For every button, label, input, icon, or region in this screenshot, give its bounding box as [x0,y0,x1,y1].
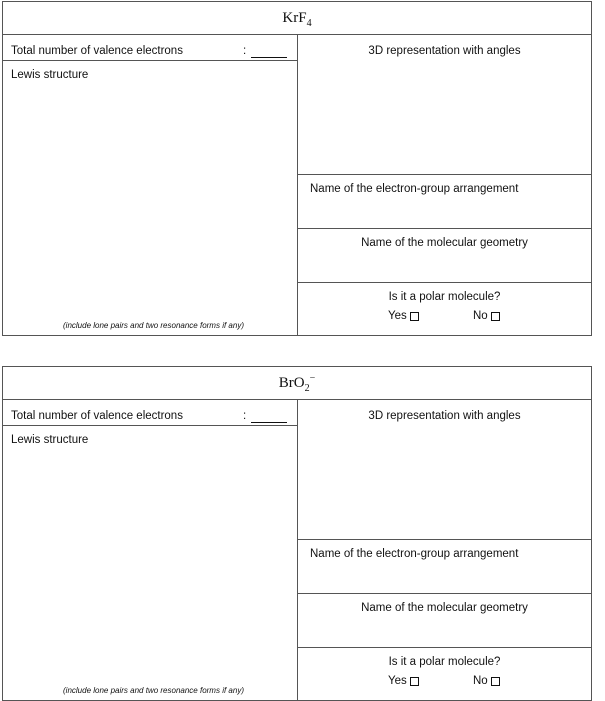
electron-group-cell[interactable] [298,175,591,229]
rep3d-cell[interactable] [298,35,591,175]
formula-superscript: − [309,373,316,384]
lewis-structure-label: Lewis structure [11,69,89,81]
lewis-panel [3,35,298,335]
formula-main: BrO [278,375,305,391]
molecular-geometry-label: Name of the molecular geometry [361,237,528,249]
polarity-cell [298,283,591,335]
polar-question: Is it a polar molecule? [388,656,501,668]
yes-option[interactable] [388,675,419,687]
formula-title [3,367,591,400]
yes-checkbox[interactable] [410,312,419,321]
rep3d-cell[interactable] [298,400,591,540]
polar-question: Is it a polar molecule? [388,291,501,303]
electron-group-label: Name of the electron-group arrangement [310,183,519,195]
electron-group-cell[interactable] [298,540,591,594]
valence-row [3,400,297,426]
valence-colon: : [243,45,247,57]
valence-answer-blank[interactable] [251,422,287,423]
lewis-note: (include lone pairs and two resonance forms if any) [63,686,244,695]
properties-panel [298,35,591,335]
rep3d-label: 3D representation with angles [368,45,521,57]
no-option[interactable] [473,310,500,322]
valence-label: Total number of valence electrons [11,45,183,57]
polarity-cell [298,648,591,700]
molecular-geometry-cell[interactable] [298,229,591,283]
valence-answer-blank[interactable] [251,57,287,58]
no-checkbox[interactable] [491,677,500,686]
valence-colon: : [243,410,247,422]
valence-row [3,35,297,61]
electron-group-label: Name of the electron-group arrangement [310,548,519,560]
no-option[interactable] [473,675,500,687]
lewis-note: (include lone pairs and two resonance forms if any) [63,321,244,330]
no-label: No [473,310,488,322]
no-label: No [473,675,488,687]
molecular-geometry-cell[interactable] [298,594,591,648]
no-checkbox[interactable] [491,312,500,321]
formula-title [3,2,591,35]
yes-option[interactable] [388,310,419,322]
yes-checkbox[interactable] [410,677,419,686]
molecular-geometry-label: Name of the molecular geometry [361,602,528,614]
worksheet-card-bro2 [2,366,592,701]
formula-subscript: 4 [306,18,312,29]
properties-panel [298,400,591,700]
formula-subscript: 2 [304,383,310,394]
formula-main: KrF [282,10,307,26]
yes-label: Yes [388,675,407,687]
rep3d-label: 3D representation with angles [368,410,521,422]
yes-label: Yes [388,310,407,322]
lewis-panel [3,400,298,700]
valence-label: Total number of valence electrons [11,410,183,422]
worksheet-card-krf4 [2,1,592,336]
lewis-structure-label: Lewis structure [11,434,89,446]
